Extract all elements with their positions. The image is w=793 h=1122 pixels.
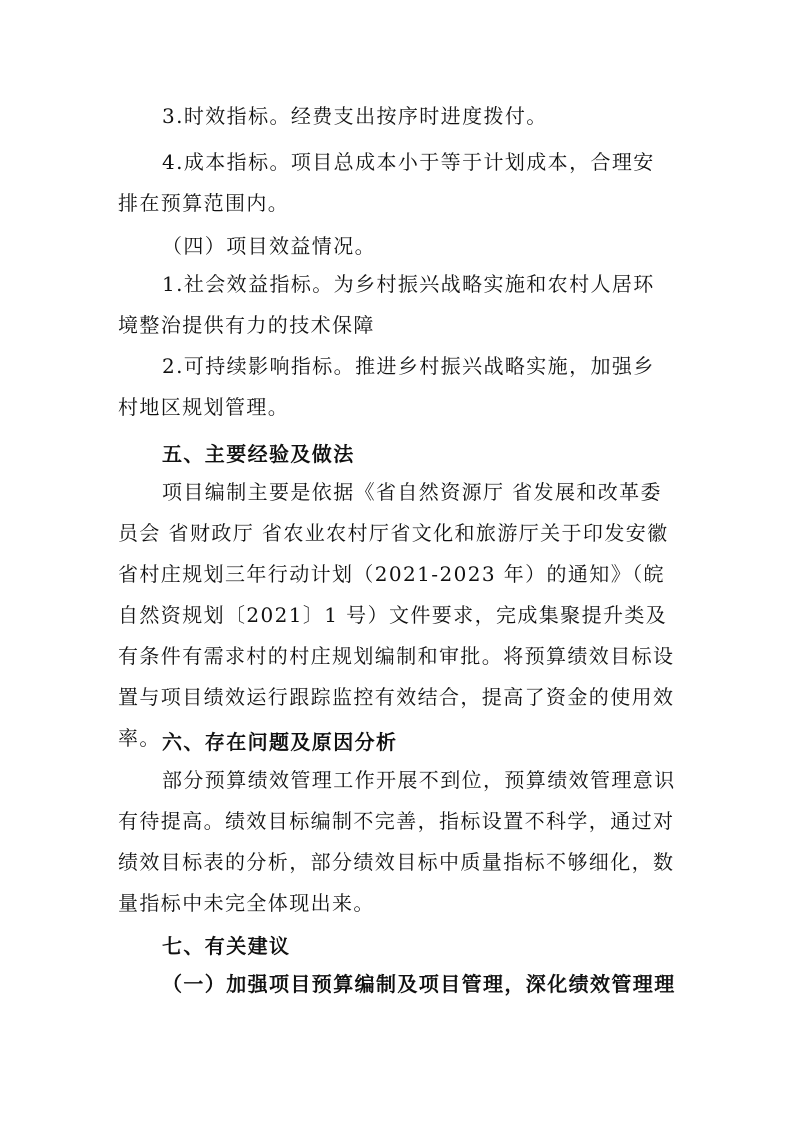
paragraph-cost-indicator: 4.成本指标。项目总成本小于等于计划成本，合理安排在预算范围内。 bbox=[118, 150, 655, 215]
paragraph-sustainable-impact-indicator: 2.可持续影响指标。推进乡村振兴战略实施，加强乡村地区规划管理。 bbox=[118, 354, 655, 419]
heading-suggestions: 七、有关建议 bbox=[162, 934, 291, 958]
heading-main-experience: 五、主要经验及做法 bbox=[162, 442, 355, 466]
paragraph-benefit-section-title: （四）项目效益情况。 bbox=[162, 234, 376, 258]
subheading-suggestion-one: （一）加强项目预算编制及项目管理，深化绩效管理理 bbox=[162, 972, 676, 996]
paragraph-experience-body: 项目编制主要是依据《省自然资源厅 省发展和改革委员会 省财政厅 省农业农村厅省文化和旅游厅关于印发安徽省村庄规划三年行动计划（2021-2023 年）的通知》（皖自然资规划〔2021〕1 号）文件要求，完成集聚提升类及有条件有需求村的村庄规划编制和审批。将预算绩效目标设置与项目绩效运行跟踪监控有效结合，提高了资金的使用效率。 bbox=[118, 480, 675, 750]
paragraph-problems-body: 部分预算绩效管理工作开展不到位，预算绩效管理意识有待提高。绩效目标编制不完善，指标设置不科学，通过对绩效目标表的分析，部分绩效目标中质量指标不够细化，数量指标中未完全体现出来。 bbox=[118, 768, 676, 915]
heading-problems-analysis: 六、存在问题及原因分析 bbox=[162, 730, 398, 754]
paragraph-timeliness-indicator: 3.时效指标。经费支出按序时进度拨付。 bbox=[162, 104, 548, 128]
paragraph-social-benefit-indicator: 1.社会效益指标。为乡村振兴战略实施和农村人居环境整治提供有力的技术保障 bbox=[118, 272, 655, 337]
